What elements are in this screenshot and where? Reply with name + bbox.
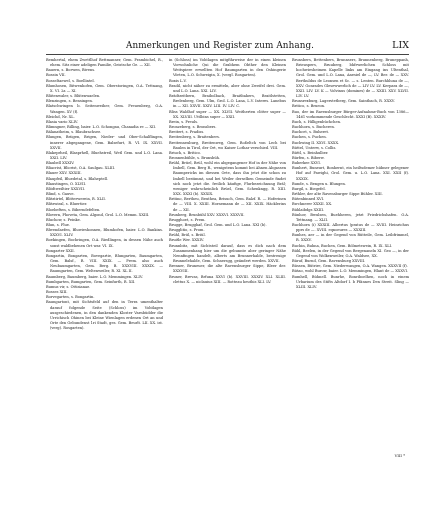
index-entry: Buchin, Buhna, Buchen, Gem. Bölmetswein, R. IX. XLI. [292,243,393,248]
index-entry: Bunde, s. Bengen u. Blungen. [292,181,346,186]
index-entry: Blütenwaler, s. Blütenwaelen. [46,94,101,99]
index-entry: Bloebeften, s. Biberndefelten. [46,207,101,212]
index-entry: Borvegarten, s. Bongartin. [46,295,95,300]
index-entry: Blaubell XXXIV. [46,161,75,166]
index-entry: Bliss Waldhof super — XX. XLVII. Weitherten clitter super — XX. XLVIII. Uttlbins super — XXII. [169,109,286,119]
index-entry: in (Schloss) im Vohtlagen mitgfihrweise der in einen kleinen Vorwohnliche Qui die Grabhem Obther den Kleinen Weitspiere erwellten Hof Baumgarten in den Oshingerie Vörten, L.O. Schweigin, X. (vergl. Rosgarten). [169,58,286,78]
index-entry: Brunnbitz, mit Sichtsteil darauf, dass es dich nach dem Zusammenhang hier um die gebunnte aber geringer Nähe Nennfingen handelt, alberts am Brunnerhalde, bestreuige Brunnelehalde, Gem. Schnersgg, geändert werden. XXVII. [169,243,286,264]
index-entry: Brunsbers, Bettenbers, Brunnsers, Brunnenberg, Bruneppanh, Brieuspers, Bruuberg, bhfrwerlichen Schloss mit hochwiesheimen Kapelle links am Eingang ins Ultenthal, Grol. Gem. und L.O. Lana, Anesiel de —, LV. Ber. de — XXV. Berthuldus de Leonsen et Sc. — s. Lenten. Burchhluna de —, XXV. Gonrades Glesewwerlich de — LIV LV. LV. Kerpara de —, XXII. LIV. LV. K — Volvinus (domines) de — XXIII. XXV. XLVII. LIV. LV. [292,58,409,99]
index-entry: Brein, s. Preuls. [169,119,199,124]
index-entry: Bleichd, Nr. XL. [46,114,75,119]
index-entry: Brunberg, Brunbühl XXV. XXXVI. XXXVII. [169,212,245,217]
index-entry: Burgil, s. Biegefel. [292,186,326,191]
index-entry: Bradil, nicht näher zu ermitteln, aber ohne Zweifel drei. Gem. und L.O. Lana. XXI. LIV. [169,83,286,93]
index-entry: Blödtweiltier XXXVII. [46,186,86,191]
page-number: LIX [392,40,409,51]
index-entry: Bumus vir, s. Ottisianae. [46,284,91,289]
index-entry: Bwchnerer XXXII. XX. [292,202,333,207]
index-entry: Buchcet, s. Buheret. [292,130,330,135]
index-entry: Blungen, Briigen, Brigen, Nieder- und Ober-Schalflingen, innerer abgegangene, Gem. Balsefurt, R. VI. IX. XXVII. XXVII. [46,135,163,150]
index-entry: Bongartin, Bongarten, Bovegartie, Blungarten, Baumgarten, Gem. Balsf., R. VIII. XXIX. — Prem. also auch Neubaumgarten, Gem. Berg. B. XXXVIII. XXXIX. — Baumgarten, Gem. Weltenweiler, R. XI. XL II. [46,253,163,274]
index-entry: Briuch, s. Britico. [169,150,201,155]
index-entry: Bälanatheim, s. Blaubrachsee. [46,130,102,135]
index-entry: Bluchow, s. Peinke. [46,217,81,222]
index-entry: Blwendaefen, Bluwieshonnen, Blumhofen, baier. L.O. Bankins. XXXVI. XLIV. [46,228,163,238]
index-entry: Blun, s. Flue. [46,223,71,227]
index-entry: Brunsrexburg, Lagerstetberg, Gem. Saintbach, R. XXXV. [292,99,395,104]
index-entry: Blatschwingen b. Seitenweiher, Gem. Freuenberg, O.A. Wangen. XV (f). [46,104,163,114]
index-entry: Boxis L.V. [169,78,187,83]
index-entry: Brädtzeitbern, Braibolbach, Braitbahers, Braitlstetten, Brelenberg, Gem. Ulm, Grol. L.O. Lana, L.V. Interes. Lanebus in — XII. XXVII. XXIV. LIII. IV. LIV. C. [169,94,286,109]
index-column-3 [289,58,409,450]
index-column-1 [46,58,166,450]
index-entry: Bunhert, Buneurt, Bonhernt, ein heiltsdemer hübner gelegener Hof auf Pawighi, Grol. Gem. u. L.O. Lana. XXI. XXII (f). XXXIX. [292,166,409,181]
index-entry: Britico, s. Brueon. [292,104,326,109]
index-entry: Bütao, wohl Burow, baier. L.O. Memmingen, Hlant de — XXXVI. [292,269,409,274]
index-entry: Blaustingen, O. XLVII. [46,181,87,186]
index-entry: Bütenbinned XVI. [292,197,325,202]
index-entry: Bosses XIII. [46,290,68,295]
index-entry: Brühl, Brül, s. Briül. [169,233,206,238]
index-entry: Blitztirtel, Blitterwerein, R. XLII. [46,197,106,202]
index-entry: Breitert, s. Pradiss. [169,130,205,135]
index-entry: Büruf, Burnd, Gem. Ravensbueg XXVIII. [292,259,366,264]
index-entry: Bunhes, aer — in der Gegend von Rütteile, Gem. Leibfrimmel, R. XXXV. [292,233,409,243]
index-entry: Brenner, Bruneuer, die alte Ravensburger Sippe, Bleer der. XXXVIII. [169,264,286,274]
index-entry: Buch, s. Hilligenbüchchen. [292,119,342,124]
index-entry: Bumhell, Bühnell. Bunrhe, Bonriboelhen, noch in einem Urbarium des Stifts Altdorf I. b Pfännes Den Streit. Sling — XLIII. XLIV. [292,274,409,289]
index-entry: Bongarter XXII. [46,248,75,253]
index-entry: Buchhorn, s. Bucheren. [292,125,335,130]
index-entry: Bünhov, Bwulsen, Buehheren, jetzt Friedrichshafen. O.A. Tettnang. — XLII. [292,212,409,222]
index-entry: Breitenneuburg, Breitenweg, Gem. Roßeltch von Lech bei Baulen in Tirol, der Ort, wo Kaiser Lothar verschied. VIII. [169,140,286,150]
index-entry: Buchhorn (i) XXXIII. Albertus (pratus de — XVIII. Heinrichus pprs de —. XVIII. eqnoeures — XXXIII. [292,223,409,233]
index-entry: Baungartont, mit Sichtsfeld auf den in Terra umenthalter darauf folgende Seite (Schloss) im Vohtlagen ausgeschiedenen, in den dankenden Kloster Varnbüdder die Urrichisch Ohinen bei Kleine Wienlagen erdenen Ort an und Orte den Gebundenst 1ri Stadt, ges. Gem. Beurlt. LII. XX. ist. (verg). Rosgarten). [46,300,163,331]
index-entry: Blauer XXV. XXXIII. [46,171,82,176]
index-entry: Blaupfeil, Bluedetal, s. Blaheptell. [46,176,109,181]
index-entry: Blasia vario XLIV. [46,119,79,124]
index-entry: Blimngner, Rilling, baier. L.O. Schongau, Chanadia re — XII. [46,125,157,130]
index-entry: Blovern, Phoveta, Gem. Algond, Grol. L.O. Memm. XXIII. [46,212,150,217]
index-entry: Büttl, s. Beinhulber. [292,150,329,155]
index-entry: Blind, s. Gauve. [46,192,75,197]
index-entry: Bühlaibdgs XXIII. [292,207,325,212]
index-entry: Bauern, s. Borwen, Bivens. [46,68,96,73]
index-entry: Britino, Bertheu, Beuthea, Brisuch, Gem. Balzf. R. — Hoferinen de — VIII. X. XXIII. Hornemann de — XII. XXIX. Häcklerins de — XII. [169,197,286,212]
index-entry: Bemhertal, ehem Zwettlhof Bettmanner, Gem. Prambichel, R., ehem. Sitz einer adeligen Familie, Geistsche Ge. — XII. [46,58,163,68]
index-entry: Blakeprheil, Blasprhell, Bluehstreil, Wetl Gem. und L.O. Lana. XXII. LIV. [46,150,163,160]
index-entry: Bürfen, s. Biberw. [292,155,325,160]
index-entry: Blumhosen, Bitwenhofen, Gem. Oberstoringen, O.A. Tettnang, X. VI. 2a — XI. [46,83,163,93]
index-entry: Buberkee XXVI. [292,161,321,166]
index-entry: Bühl, Beelen, in der Gegend von Bergenaneln XI. Geo —, in der Gegend von Wolkenweiler, O.A. Waldsee, XX. [292,248,409,258]
index-entry: Bronzeberg, s. Bronsbers. [169,125,217,130]
index-entry: Bruner, Brevas, Brfuna XXVI (b). XXVIII. XXXIV. XLI. XLIII. clettus X. — niclauius XIII. — Rotteau heuthis XLI. LV. [169,274,286,284]
index-entry: Buchen, s. Puchen. [292,135,327,140]
index-entry: Bruitle Wer. XXXIV. [169,238,205,243]
index-entry: Brugghoet, s. Prem. [169,217,206,222]
index-entry: Breitenberg, s. Braitenbers. [169,135,221,140]
signature-mark: VIII * [394,453,405,458]
index-entry: Boekingen, Bochringen, O.A. Riedlingen, in dessen Nähe auch sonst waldbehenen Ort war. VI. IX. [46,238,163,248]
running-title: Anmerkungen und Register zum Anhang. [126,41,315,51]
index-entry: Bliacrist, Blicrist, O.A. Saulgau. XLIII. [46,166,116,171]
index-entry: Bosseltaewel, s. Boellintel. [46,78,95,83]
index-entry: Blitzwiral, s. Bluertier. [46,202,88,207]
index-entry: Baumberg, Baumberg, baier. L.O. Memmingen. XLIV. [46,274,143,279]
index-entry: Brugge, Brugghaf, Grol. Gem. und L.O. Lana. XXI (b). [169,223,267,227]
index-entry: Büttel, Unterw, s. Collis. [292,145,337,150]
index-entry: Blenzingen, s. Bensingen. [46,99,94,104]
index-entry: Bronnenbühle, s. Brunsbüh. [169,155,221,160]
index-entry: Büssen, Bütrire, Gem. Niederwangen, O.A. Wangen. XXXVII (f). [292,264,408,269]
index-entry: Brthler, der alte Ravensburger Sippe Bühler. XIII. [292,192,383,197]
running-header [46,40,409,55]
index-columns [46,58,409,450]
index-entry: Buchwing II. XXVI. XXXX. [292,140,340,145]
index-entry: Brugglitio, s. Prom. [169,228,205,233]
index-entry: Brühl, Brüel, Brül, wohl ein abgegangener Hof in der Nähe von Imbell, Gem. Berg R., wenigstens kommt bei Ahnen Abgassen Baumpericks im diessen Orte, dass ihn jetzt die schon zu Imbell bestimmt, und bei Weiler derselben Gemeinde findet sich noch jetzt die. freilich käufige, Flurbezeichnung Bräl; weniger wahrscheinlich Brüel, Gem. Schenkngg, R. XIII. XXX. XXXI (b). XXXIX. [169,161,287,197]
index-entry: Buo, der im Ravensburger Bürger-Aufnahme-Buch von 1386—1461 vorkommende Geschlecht. XXXI (B). XXXIV. [292,109,409,119]
index-column-2 [166,58,289,450]
index-entry: Bumbgarten, Bumgarten, Gem. Seinfurth, R. XII. [46,279,136,284]
index-entry: Bossin VII. [46,73,66,78]
